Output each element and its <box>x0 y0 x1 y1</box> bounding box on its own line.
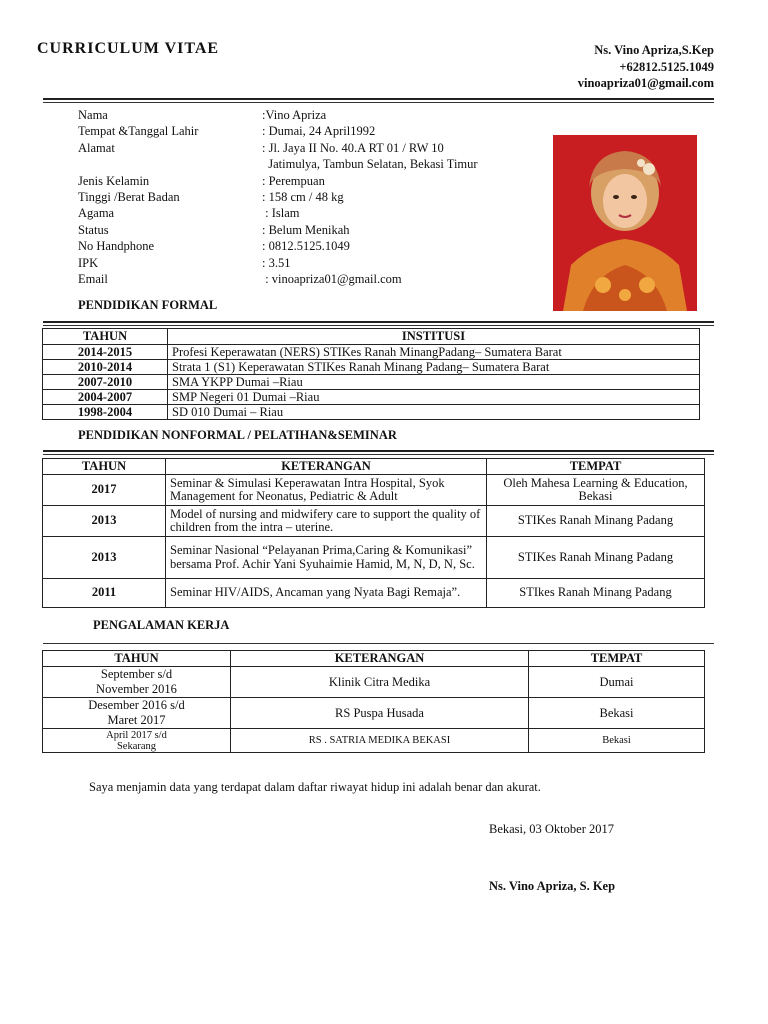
table-row <box>43 360 700 375</box>
edu-institution: SD 010 Dumai – Riau <box>168 405 700 420</box>
work-period-end: Sekarang <box>116 740 157 752</box>
training-place: STIKes Ranah Minang Padang <box>487 537 705 579</box>
section-rule-thin <box>43 643 714 644</box>
training-description: Seminar & Simulasi Keperawatan Intra Hospital, Syok Management for Neonatus, Pediatric & Adult <box>166 475 487 506</box>
edu-year: 2007-2010 <box>43 375 168 390</box>
signature-name: Ns. Vino Apriza, S. Kep <box>489 879 616 893</box>
work-place-name: RS . SATRIA MEDIKA BEKASI <box>231 729 529 753</box>
personal-info <box>78 107 478 287</box>
section-rule <box>43 450 714 452</box>
bio-value: : Islam <box>262 206 300 221</box>
work-period <box>43 729 231 753</box>
edu-year: 2014-2015 <box>43 345 168 360</box>
table-row <box>43 405 700 420</box>
col-place: TEMPAT <box>529 651 705 667</box>
table-header-row <box>43 651 705 667</box>
edu-year: 2010-2014 <box>43 360 168 375</box>
work-period <box>43 667 231 698</box>
cv-title: CURRICULUM VITAE <box>37 40 220 57</box>
bio-label: Nama <box>78 108 108 122</box>
bio-row <box>78 255 478 271</box>
contact-block <box>578 42 714 92</box>
table-header-row <box>43 329 700 345</box>
signing-date: Bekasi, 03 Oktober 2017 <box>489 822 614 836</box>
table-row <box>43 537 705 579</box>
col-description: KETERANGAN <box>166 459 487 475</box>
edu-year: 2004-2007 <box>43 390 168 405</box>
bio-row <box>78 123 478 139</box>
work-period-start: April 2017 s/d <box>106 729 167 741</box>
bio-value: : Jl. Jaya II No. 40.A RT 01 / RW 10 <box>262 140 444 155</box>
nonformal-education-heading: PENDIDIKAN NONFORMAL / PELATIHAN&SEMINAR <box>78 428 397 442</box>
contact-name: Ns. Vino Apriza,S.Kep <box>594 43 714 57</box>
bio-row <box>78 222 478 238</box>
bio-value: : 0812.5125.1049 <box>262 239 350 254</box>
training-description: Seminar HIV/AIDS, Ancaman yang Nyata Bagi Remaja”. <box>166 579 487 608</box>
edu-institution: Profesi Keperawatan (NERS) STIKes Ranah MinangPadang– Sumatera Barat <box>168 345 700 360</box>
bio-row <box>78 238 478 254</box>
bio-label: IPK <box>78 255 99 270</box>
edu-institution: SMA YKPP Dumai –Riau <box>168 375 700 390</box>
bio-label: Tinggi /Berat Badan <box>78 190 180 205</box>
formal-education-table <box>42 328 700 420</box>
bio-label: No Handphone <box>78 239 155 254</box>
profile-photo-illustration <box>553 135 697 311</box>
table-header-row <box>43 459 705 475</box>
work-period <box>43 698 231 729</box>
table-row <box>43 375 700 390</box>
table-row <box>43 698 705 729</box>
bio-row <box>78 156 478 172</box>
table-row <box>43 667 705 698</box>
training-description: Seminar Nasional “Pelayanan Prima,Caring & Komunikasi” bersama Prof. Achir Yani Syuhaimie Hamid, M, N, D, N, Sc. <box>166 537 487 579</box>
work-experience-heading: PENGALAMAN KERJA <box>93 618 230 632</box>
training-place: STIkes Ranah Minang Padang <box>487 579 705 608</box>
bio-label: Agama <box>78 206 115 221</box>
training-year: 2011 <box>43 579 166 608</box>
work-period-end: November 2016 <box>96 682 177 696</box>
bio-value: Jatimulya, Tambun Selatan, Bekasi Timur <box>262 157 478 172</box>
bio-row <box>78 173 478 189</box>
col-place: TEMPAT <box>487 459 705 475</box>
profile-photo <box>553 135 697 311</box>
bio-label: Jenis Kelamin <box>78 173 150 188</box>
bio-row <box>78 107 478 123</box>
training-year: 2013 <box>43 506 166 537</box>
bio-label: Status <box>78 222 109 237</box>
bio-value: : Perempuan <box>262 173 325 188</box>
bio-value: : vinoapriza01@gmail.com <box>262 272 402 287</box>
col-description: KETERANGAN <box>231 651 529 667</box>
bio-value: : Belum Menikah <box>262 222 350 237</box>
bio-label: Alamat <box>78 140 115 155</box>
col-year: TAHUN <box>43 459 166 475</box>
table-row <box>43 579 705 608</box>
section-rule-thin <box>43 454 714 455</box>
bio-value: : 158 cm / 48 kg <box>262 190 344 205</box>
training-description: Model of nursing and midwifery care to support the quality of children from the intra – uterine. <box>166 506 487 537</box>
work-period-end: Maret 2017 <box>107 713 166 727</box>
header-rule <box>43 98 714 100</box>
training-place: Oleh Mahesa Learning & Education, Bekasi <box>487 475 705 506</box>
table-row <box>43 345 700 360</box>
work-period-start: September s/d <box>100 667 173 681</box>
col-year: TAHUN <box>43 329 168 345</box>
work-location: Bekasi <box>529 729 705 753</box>
table-row <box>43 390 700 405</box>
work-place-name: Klinik Citra Medika <box>231 667 529 698</box>
bio-row <box>78 140 478 156</box>
col-year: TAHUN <box>43 651 231 667</box>
contact-email: vinoapriza01@gmail.com <box>577 76 714 90</box>
work-place-name: RS Puspa Husada <box>231 698 529 729</box>
header-rule-thin <box>43 102 714 103</box>
bio-row <box>78 189 478 205</box>
section-rule <box>43 321 714 323</box>
bio-label <box>78 156 262 172</box>
formal-education-heading: PENDIDIKAN FORMAL <box>78 298 218 312</box>
table-row <box>43 475 705 506</box>
work-period-start: Desember 2016 s/d <box>88 698 185 712</box>
training-year: 2013 <box>43 537 166 579</box>
work-experience-table <box>42 650 705 753</box>
section-rule-thin <box>43 325 714 326</box>
edu-institution: Strata 1 (S1) Keperawatan STIKes Ranah Minang Padang– Sumatera Barat <box>168 360 700 375</box>
training-year: 2017 <box>43 475 166 506</box>
training-place: STIKes Ranah Minang Padang <box>487 506 705 537</box>
table-row <box>43 506 705 537</box>
bio-label: Tempat &Tanggal Lahir <box>78 124 199 139</box>
nonformal-education-table <box>42 458 705 608</box>
work-location: Dumai <box>529 667 705 698</box>
edu-year: 1998-2004 <box>43 405 168 420</box>
bio-value: :Vino Apriza <box>262 108 327 122</box>
bio-row <box>78 205 478 221</box>
declaration-statement: Saya menjamin data yang terdapat dalam daftar riwayat hidup ini adalah benar dan akurat. <box>89 780 541 794</box>
bio-row <box>78 271 478 287</box>
table-row <box>43 729 705 753</box>
contact-phone: +62812.5125.1049 <box>619 59 714 74</box>
bio-label: Email <box>78 272 108 287</box>
edu-institution: SMP Negeri 01 Dumai –Riau <box>168 390 700 405</box>
col-institution: INSTITUSI <box>168 329 700 345</box>
work-location: Bekasi <box>529 698 705 729</box>
bio-value: : Dumai, 24 April1992 <box>262 124 376 139</box>
bio-value: : 3.51 <box>262 255 291 270</box>
